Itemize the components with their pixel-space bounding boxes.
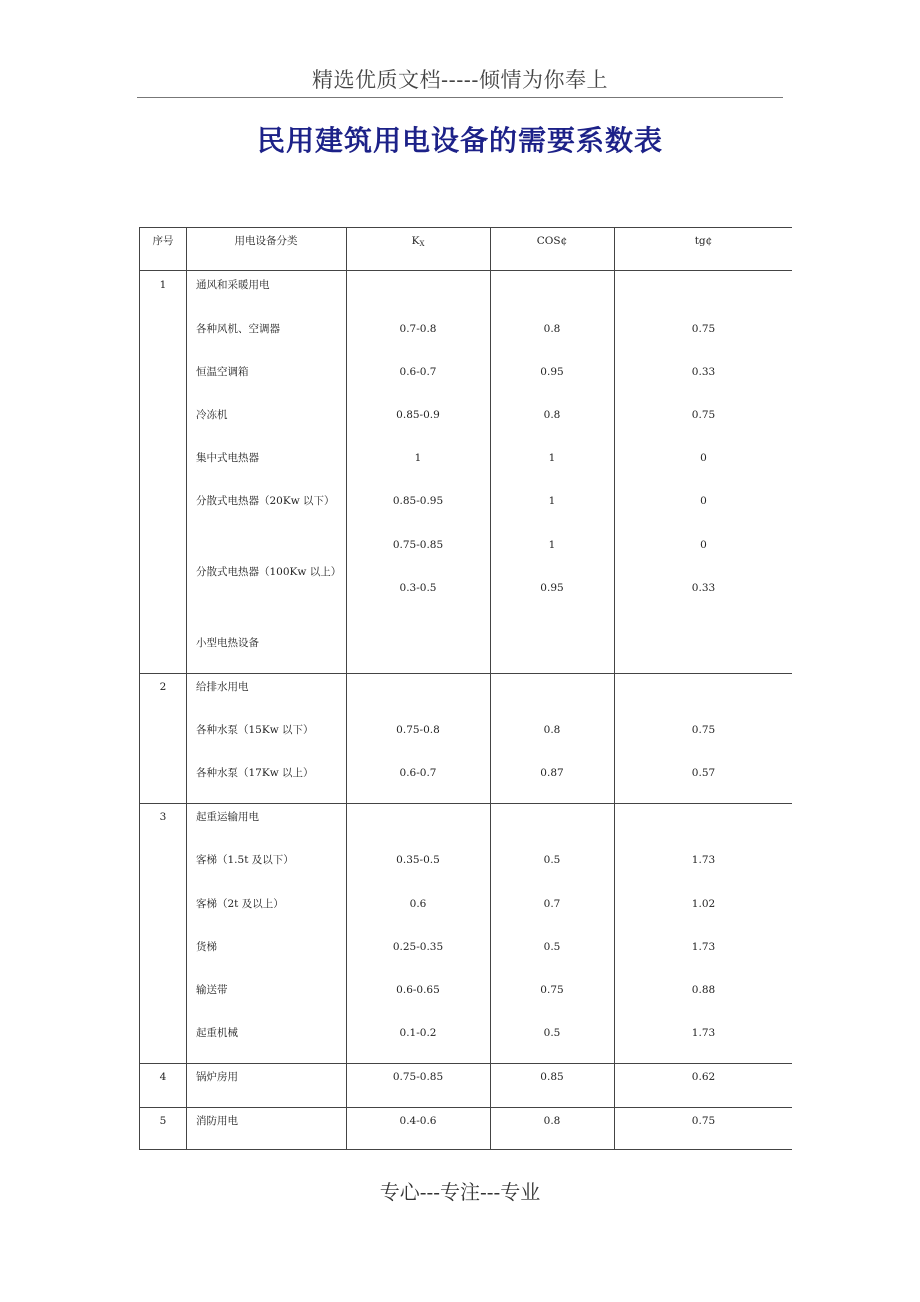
row-name: 起重机械 [196, 1027, 238, 1039]
row-cos: 1 [548, 539, 556, 551]
row-tg: 0.75 [691, 323, 716, 335]
row-cos: 0.8 [543, 409, 561, 421]
row-cos: 0.5 [543, 941, 561, 953]
row-divider [140, 270, 792, 271]
header-kx [346, 231, 490, 251]
row-divider [140, 1107, 792, 1108]
row-tg: 0.75 [691, 1115, 716, 1127]
row-kx: 0.75-0.8 [396, 724, 440, 736]
row-cos: 0.8 [543, 1115, 561, 1127]
row-kx: 0.75-0.85 [392, 1071, 444, 1083]
row-tg: 0 [700, 539, 707, 551]
row-kx: 1 [414, 452, 422, 464]
row-cos: 0.85 [540, 1071, 564, 1083]
row-divider [140, 1063, 792, 1064]
row-tg: 0.62 [691, 1071, 716, 1083]
row-divider [140, 803, 792, 804]
row-cos: 0.8 [543, 323, 561, 335]
row-cos: 0.75 [540, 984, 564, 996]
row-kx: 0.6 [409, 898, 427, 910]
header-no: 序号 [152, 235, 174, 247]
page-header: 精选优质文档-----倾情为你奉上 [312, 68, 608, 92]
row-kx: 0.3-0.5 [399, 582, 437, 594]
column-divider [186, 228, 187, 1149]
row-tg: 1.73 [691, 854, 716, 866]
row-kx: 0.6-0.7 [399, 767, 437, 779]
page-footer: 专心---专注---专业 [379, 1180, 541, 1204]
row-cos: 0.5 [543, 854, 561, 866]
row-name: 分散式电热器（20Kw 以下） [196, 495, 335, 507]
row-name: 分散式电热器（100Kw 以上） [196, 566, 342, 578]
row-tg: 0.33 [691, 366, 716, 378]
row-tg: 0.75 [691, 409, 716, 421]
group-5-name: 消防用电 [196, 1115, 238, 1127]
row-name: 各种水泵（17Kw 以上） [196, 767, 314, 779]
row-name: 客梯（1.5t 及以下） [196, 854, 294, 866]
row-name: 各种风机、空调器 [196, 323, 280, 335]
row-kx: 0.7-0.8 [399, 323, 437, 335]
header-category: 用电设备分类 [234, 235, 298, 247]
row-name: 冷冻机 [196, 409, 228, 421]
row-divider [140, 673, 792, 674]
row-tg: 0 [700, 495, 707, 507]
group-5-no: 5 [159, 1115, 167, 1127]
row-cos: 1 [548, 452, 556, 464]
row-name: 货梯 [196, 941, 217, 953]
row-cos: 0.8 [543, 724, 561, 736]
group-4-no: 4 [159, 1071, 167, 1083]
demand-coefficient-table [139, 227, 792, 1150]
row-tg: 0.33 [691, 582, 716, 594]
row-kx: 0.85-0.9 [396, 409, 440, 421]
row-kx: 0.6-0.65 [396, 984, 440, 996]
header-kx-main: K [411, 235, 420, 247]
header-tg: tg¢ [694, 235, 713, 247]
row-tg: 0 [700, 452, 707, 464]
group-4-name: 锅炉房用 [196, 1071, 238, 1083]
row-kx: 0.25-0.35 [392, 941, 444, 953]
row-name: 各种水泵（15Kw 以下） [196, 724, 314, 736]
row-cos: 0.95 [540, 582, 564, 594]
row-cos: 0.5 [543, 1027, 561, 1039]
header-cos: COS¢ [536, 235, 568, 247]
group-1-no: 1 [159, 279, 167, 291]
row-kx: 0.1-0.2 [399, 1027, 437, 1039]
row-tg: 1.73 [691, 1027, 716, 1039]
row-cos: 0.87 [540, 767, 564, 779]
row-kx: 0.35-0.5 [396, 854, 440, 866]
header-kx-subscript: X [419, 240, 425, 248]
row-tg: 1.73 [691, 941, 716, 953]
row-tg: 0.88 [691, 984, 716, 996]
row-kx: 0.4-0.6 [399, 1115, 437, 1127]
row-tg: 0.57 [691, 767, 716, 779]
row-name: 输送带 [196, 984, 228, 996]
row-name: 恒温空调箱 [196, 366, 249, 378]
row-name: 小型电热设备 [196, 637, 259, 649]
row-kx: 0.6-0.7 [399, 366, 437, 378]
header-divider [137, 97, 783, 98]
row-cos: 1 [548, 495, 556, 507]
group-3-no: 3 [159, 811, 167, 823]
row-tg: 0.75 [691, 724, 716, 736]
row-kx: 0.75-0.85 [392, 539, 444, 551]
row-cos: 0.7 [543, 898, 561, 910]
document-title: 民用建筑用电设备的需要系数表 [256, 124, 663, 157]
group-2-name: 给排水用电 [196, 681, 249, 693]
group-2-no: 2 [159, 681, 167, 693]
row-cos: 0.95 [540, 366, 564, 378]
row-kx: 0.85-0.95 [392, 495, 444, 507]
group-3-name: 起重运输用电 [196, 811, 259, 823]
group-1-name: 通风和采暖用电 [196, 279, 270, 291]
row-tg: 1.02 [691, 898, 716, 910]
row-name: 客梯（2t 及以上） [196, 898, 284, 910]
row-name: 集中式电热器 [196, 452, 259, 464]
